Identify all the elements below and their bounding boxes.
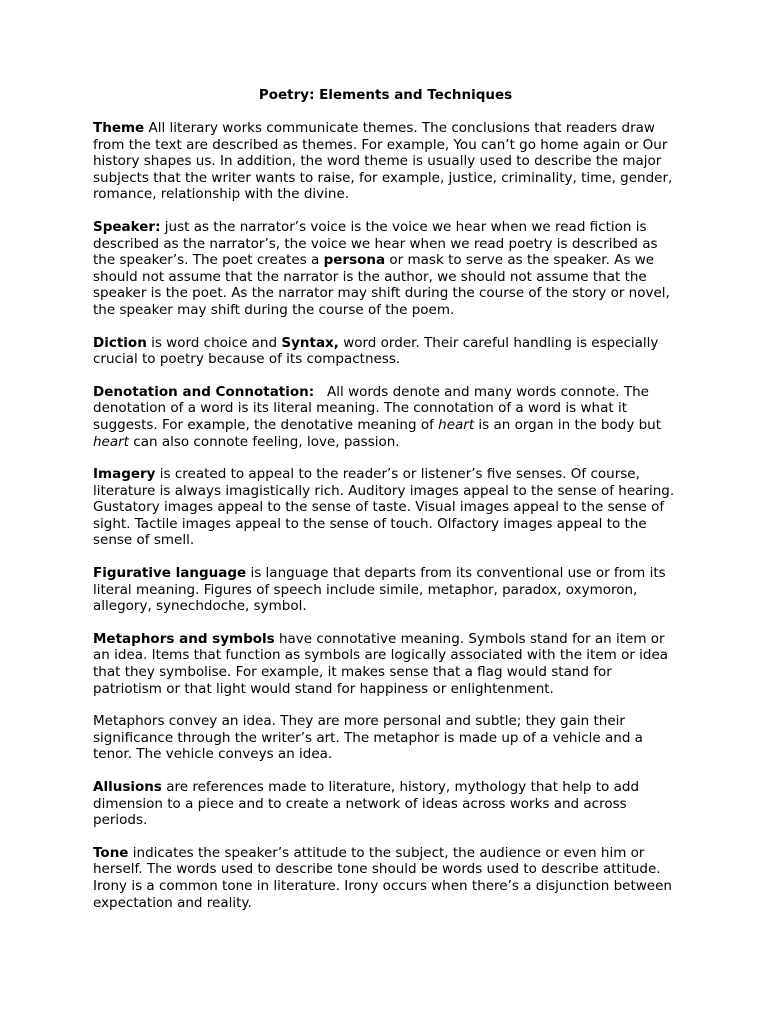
- heart-word-1: heart: [438, 416, 475, 433]
- tone-term: Tone: [93, 844, 129, 861]
- allusions-paragraph: [93, 779, 678, 829]
- denotation-paragraph: [93, 384, 678, 450]
- tone-paragraph: [93, 845, 678, 911]
- heart-word-2: heart: [93, 433, 129, 450]
- figurative-paragraph: [93, 565, 678, 615]
- denotation-text-c: can also connote feeling, love, passion.: [128, 433, 400, 450]
- syntax-term: Syntax,: [281, 334, 339, 351]
- theme-paragraph: [93, 120, 678, 203]
- speaker-text-a: just as the narrator’s voice is the voice we hear when we read fiction is described as the narrator’s, the voice we hear when we read poetry is described as the speaker’s. The poet creates a: [93, 218, 658, 269]
- theme-term: Theme: [93, 120, 145, 136]
- speaker-paragraph: [93, 219, 678, 319]
- tone-text: indicates the speaker’s attitude to the subject, the audience or even him or herself. The words used to describe tone should be words used to describe attitude. Irony is a common tone in literature. Irony occurs when there’s a disjunction between expectation and reality.: [93, 844, 672, 911]
- figurative-term: Figurative language: [93, 565, 247, 582]
- speaker-text-b: or mask to serve as the speaker. As we should not assume that the narrator is the author, we should not assume that the speaker is the poet. As the narrator may shift during the course of the story or novel, the speaker may shift during the course of the poem.: [93, 252, 670, 318]
- denotation-text-b: is an organ in the body but: [474, 416, 662, 433]
- metaphors-paragraph-2: Metaphors convey an idea. They are more personal and subtle; they gain their significance through the writer’s art. The metaphor is made up of a vehicle and a tenor. The vehicle conveys an idea.: [93, 713, 643, 763]
- denotation-text-a: All words denote and many words connote. The denotation of a word is its literal meaning. The connotation of a word is what it suggests. For example, the denotative meaning of: [93, 383, 654, 433]
- metaphors-term: Metaphors and symbols: [93, 630, 275, 647]
- figurative-text: is language that departs from its conventional use or from its literal meaning. Figures of speech include simile, metaphor, paradox, oxymoron, allegory, synechdoche, symbol.: [93, 565, 666, 615]
- imagery-text: is created to appeal to the reader’s or listener’s five senses. Of course, literature is always imagistically rich. Auditory images appeal to the sense of hearing. Gustatory images appeal to the sense of taste. Visual images appeal to the sense of sight. Tactile images appeal to the sense of touch. Olfactory images appeal to the sense of smell.: [93, 466, 675, 549]
- persona-term: persona: [323, 252, 386, 269]
- speaker-term: Speaker:: [93, 218, 161, 235]
- theme-text: All literary works communicate themes. The conclusions that readers draw from the text are described as themes. For example, You can’t go home again or Our history shapes us. In addition, the word theme is usually used to describe the major subjects that the writer wants to raise, for example, justice, criminality, time, gender, romance, relationship with the divine.: [93, 120, 673, 203]
- page-title: Poetry: Elements and Techniques: [258, 87, 513, 103]
- allusions-term: Allusions: [93, 779, 162, 795]
- diction-text-b: word order. Their careful handling is especially crucial to poetry because of its compactness.: [93, 334, 659, 368]
- metaphors-paragraph: [93, 631, 678, 697]
- diction-text-a: is word choice and: [146, 334, 282, 351]
- diction-term: Diction: [93, 334, 147, 351]
- metaphors-text: have connotative meaning. Symbols stand for an item or an idea. Items that function as symbols are logically associated with the item or idea that they symbolise. For example, it makes sense that a flag would stand for patriotism or that light would stand for happiness or enlightenment.: [93, 630, 669, 697]
- imagery-term: Imagery: [93, 466, 156, 483]
- imagery-paragraph: [93, 466, 678, 549]
- diction-paragraph: [93, 335, 678, 368]
- denotation-term: Denotation and Connotation:: [93, 383, 315, 400]
- allusions-text: are references made to literature, history, mythology that help to add dimension to a piece and to create a network of ideas across works and across periods.: [93, 779, 640, 829]
